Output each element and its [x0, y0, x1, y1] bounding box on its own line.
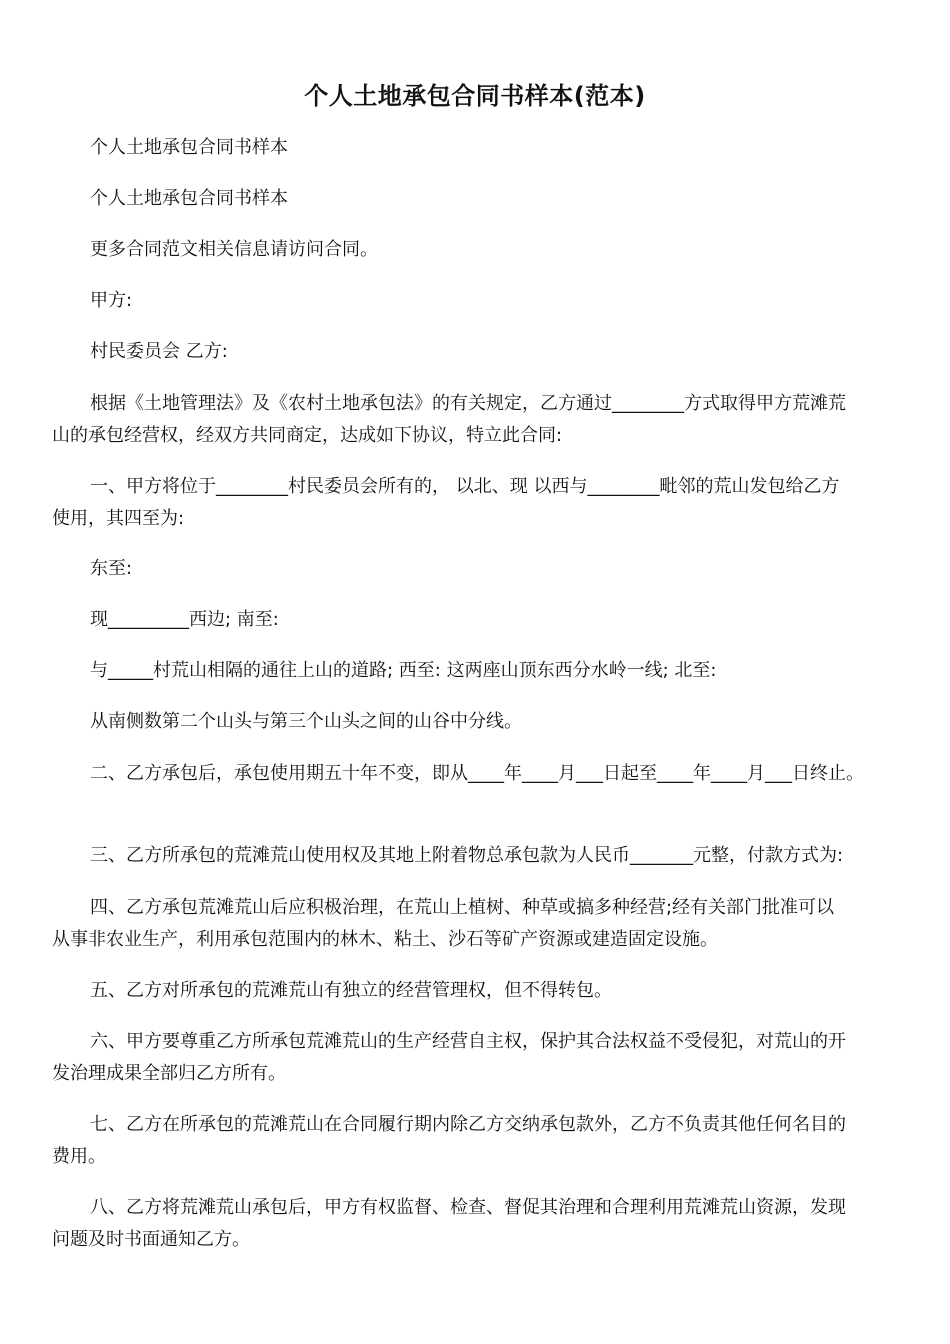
paragraph-line: 更多合同范文相关信息请访问合同。 [90, 239, 378, 260]
paragraph-line: 使用，其四至为: [52, 508, 185, 529]
paragraph-heading-2 [52, 183, 902, 215]
paragraph-line: 八、乙方将荒滩荒山承包后，甲方有权监督、检查、督促其治理和合理利用荒滩荒山资源，发现 [90, 1197, 846, 1218]
paragraph-party-b [52, 336, 902, 368]
paragraph-line: 五、乙方对所承包的荒滩荒山有独立的经营管理权，但不得转包。 [90, 980, 612, 1001]
paragraph-line: 六、甲方要尊重乙方所承包荒滩荒山的生产经营自主权，保护其合法权益不受侵犯，对荒山的开 [90, 1031, 846, 1052]
paragraph-line: 费用。 [52, 1146, 106, 1167]
clause-5 [52, 975, 902, 1007]
paragraph-line: 从南侧数第二个山头与第三个山头之间的山谷中分线。 [90, 711, 522, 732]
boundary-south [52, 604, 902, 636]
paragraph-more-info [52, 234, 902, 266]
clause-8 [52, 1192, 902, 1256]
clause-3 [52, 840, 902, 872]
boundary-east [52, 553, 902, 585]
paragraph-line: 与_____村荒山相隔的通往上山的道路; 西至: 这两座山顶东西分水岭一线; 北至: [90, 660, 717, 681]
paragraph-line: 三、乙方所承包的荒滩荒山使用权及其地上附着物总承包款为人民币_______元整，付款方式为: [90, 845, 844, 866]
boundary-west [52, 655, 902, 687]
clause-6 [52, 1026, 902, 1090]
paragraph-line: 现_________西边; 南至: [90, 609, 279, 630]
paragraph-heading-1 [52, 132, 902, 164]
paragraph-party-a [52, 285, 902, 317]
document-title: 个人土地承包合同书样本(范本) [304, 82, 646, 110]
clause-7 [52, 1109, 902, 1173]
paragraph-line: 七、乙方在所承包的荒滩荒山在合同履行期内除乙方交纳承包款外，乙方不负责其他任何名目的 [90, 1114, 846, 1135]
boundary-north [52, 706, 902, 738]
paragraph-line: 一、甲方将位于________村民委员会所有的， 以北、现 以西与________毗邻的荒山发包给乙方 [90, 476, 840, 497]
paragraph-line: 村民委员会 乙方: [90, 341, 228, 362]
paragraph-line: 发治理成果全部归乙方所有。 [52, 1063, 286, 1084]
paragraph-line: 山的承包经营权，经双方共同商定，达成如下协议，特立此合同: [52, 425, 563, 446]
clause-2 [52, 758, 902, 790]
paragraph-line: 个人土地承包合同书样本 [90, 188, 288, 209]
paragraph-line: 问题及时书面通知乙方。 [52, 1229, 250, 1250]
paragraph-line: 二、乙方承包后，承包使用期五十年不变，即从____年____月___日起至____年____月___日终止。 [90, 763, 864, 784]
paragraph-line: 四、乙方承包荒滩荒山后应积极治理，在荒山上植树、种草或搞多种经营;经有关部门批准可以 [90, 897, 835, 918]
clause-1 [52, 471, 902, 535]
paragraph-line: 东至: [90, 558, 133, 579]
paragraph-preamble [52, 388, 902, 452]
clause-4 [52, 892, 902, 956]
paragraph-line: 甲方: [90, 290, 133, 311]
paragraph-line: 根据《土地管理法》及《农村土地承包法》的有关规定，乙方通过________方式取得甲方荒滩荒 [90, 393, 846, 414]
paragraph-line: 从事非农业生产，利用承包范围内的林木、粘土、沙石等矿产资源或建造固定设施。 [52, 929, 718, 950]
paragraph-line: 个人土地承包合同书样本 [90, 137, 288, 158]
